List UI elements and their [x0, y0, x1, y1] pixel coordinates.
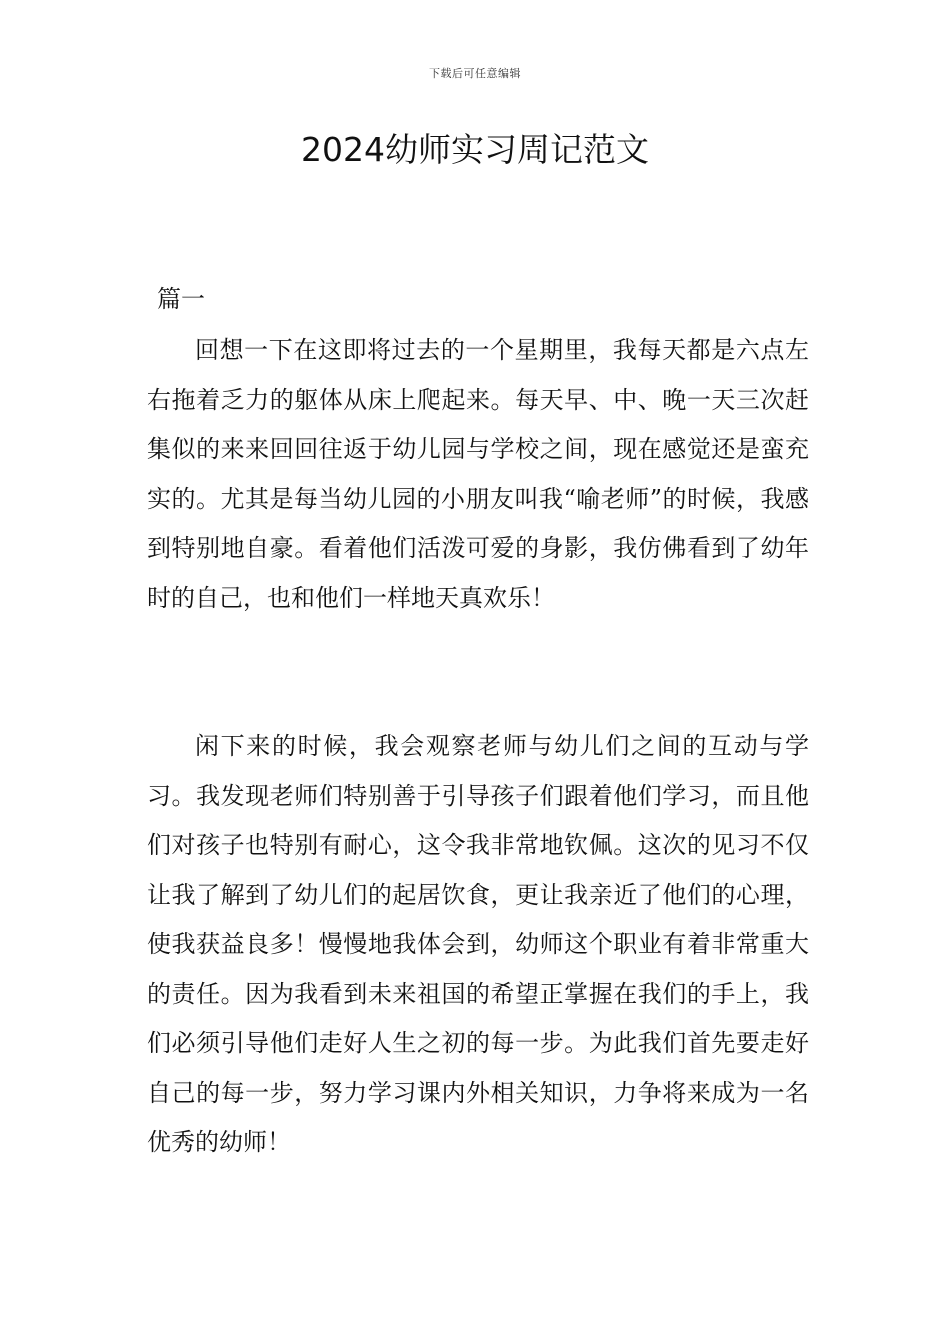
header-note: 下载后可任意编辑: [429, 67, 521, 80]
section-label: 篇一: [157, 285, 205, 313]
page-title: 2024幼师实习周记范文: [301, 130, 649, 169]
paragraph-2: 闲下来的时候，我会观察老师与幼儿们之间的互动与学习。我发现老师们特别善于引导孩子们跟着他们学习，而且他们对孩子也特别有耐心，这令我非常地钦佩。这次的见习不仅让我了解到了幼儿们的起居饮食，更让我亲近了他们的心理，使我获益良多！慢慢地我体会到，幼师这个职业有着非常重大的责任。因为我看到未来祖国的希望正掌握在我们的手上，我们必须引导他们走好人生之初的每一步。为此我们首先要走好自己的每一步，努力学习课内外相关知识，力争将来成为一名优秀的幼师！: [147, 732, 809, 1156]
paragraph-1: 回想一下在这即将过去的一个星期里，我每天都是六点左右拖着乏力的躯体从床上爬起来。每天早、中、晚一天三次赶集似的来来回回往返于幼儿园与学校之间，现在感觉还是蛮充实的。尤其是每当幼儿园的小朋友叫我“喻老师”的时候，我感到特别地自豪。看着他们活泼可爱的身影，我仿佛看到了幼年时的自己，也和他们一样地天真欢乐！: [147, 336, 809, 612]
